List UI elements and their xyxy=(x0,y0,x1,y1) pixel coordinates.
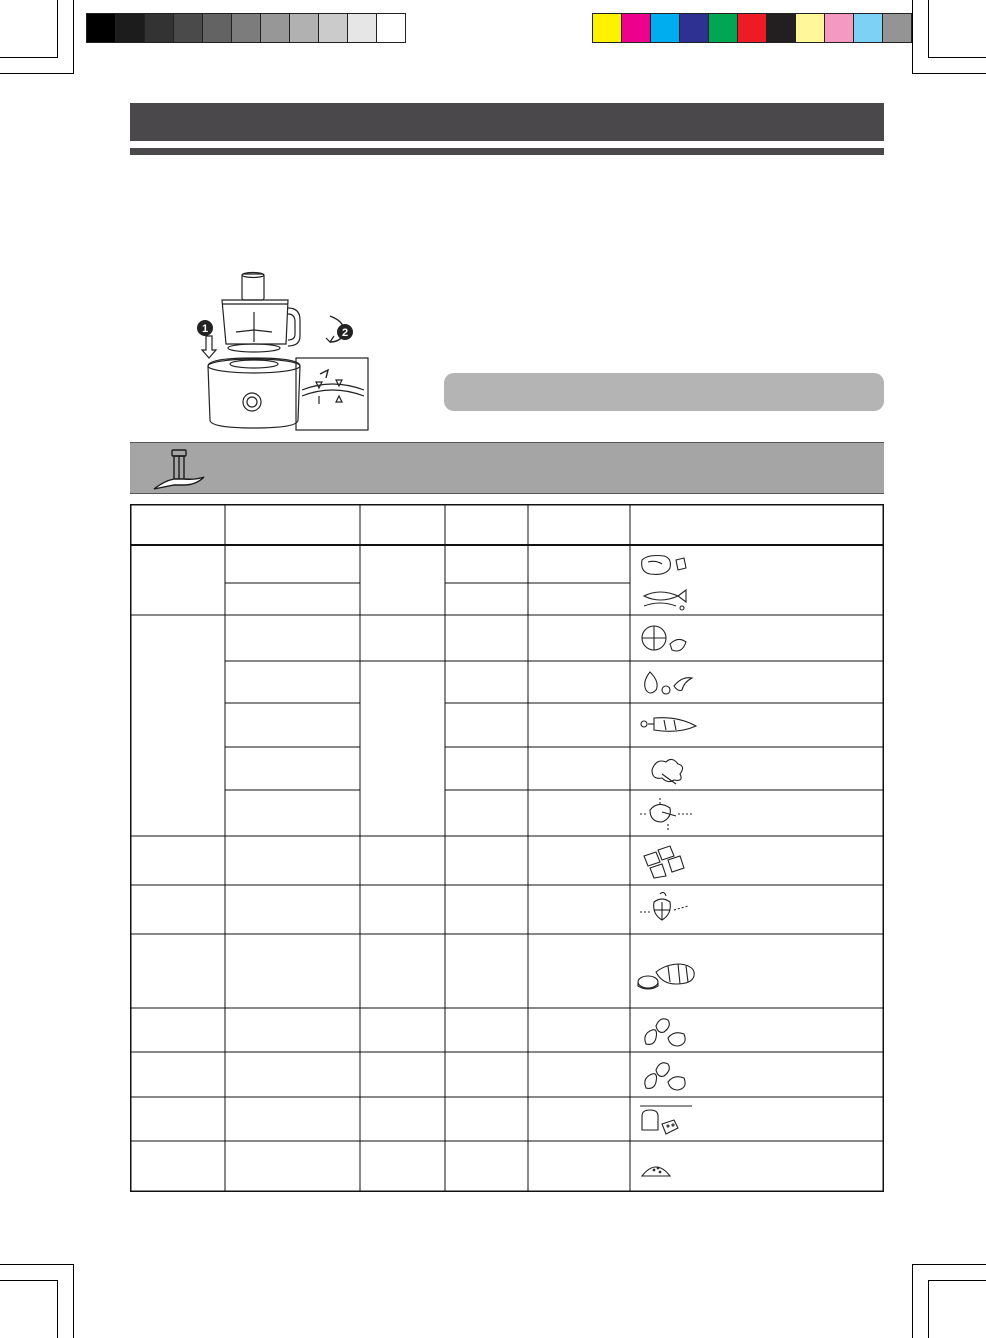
powder-icon xyxy=(638,1154,698,1180)
crop-mark-tl-v2 xyxy=(57,0,58,58)
onion-garlic-icon xyxy=(638,668,698,698)
crop-mark-bl-h2 xyxy=(0,1280,58,1281)
mushroom-icon xyxy=(638,798,698,830)
color-swatch xyxy=(593,14,622,42)
chopping-blade-icon xyxy=(150,447,206,493)
color-swatch xyxy=(796,14,825,42)
crop-mark-br-h xyxy=(912,1264,986,1265)
color-swatch xyxy=(709,14,738,42)
processing-table xyxy=(130,504,884,1192)
section-header-bar xyxy=(130,442,884,494)
crop-mark-tr-h2 xyxy=(928,57,986,58)
color-calibration-bar xyxy=(592,13,912,43)
gray-swatch xyxy=(174,14,203,42)
crop-mark-tr-v xyxy=(912,0,913,74)
color-swatch xyxy=(767,14,796,42)
gray-swatch xyxy=(319,14,348,42)
gray-swatch xyxy=(232,14,261,42)
step-marker-2-label: 2 xyxy=(341,327,349,339)
carrot-icon xyxy=(638,712,700,740)
gray-swatch xyxy=(377,14,405,42)
parsley-icon xyxy=(638,754,698,786)
food-processor-illustration xyxy=(196,270,372,434)
step-marker-1-label: 1 xyxy=(201,323,209,335)
crop-mark-tl-h xyxy=(0,73,74,74)
color-swatch xyxy=(883,14,911,42)
crop-mark-tr-h xyxy=(912,73,986,74)
gray-swatch xyxy=(261,14,290,42)
color-swatch xyxy=(825,14,854,42)
grayscale-calibration-bar xyxy=(86,13,406,43)
food-processor-assembly-icon xyxy=(196,270,372,434)
crop-mark-tl-v xyxy=(73,0,74,74)
color-swatch xyxy=(680,14,709,42)
gray-swatch xyxy=(348,14,377,42)
table-grid-lines xyxy=(130,504,884,1192)
apple-icon xyxy=(638,622,698,656)
color-swatch xyxy=(651,14,680,42)
bread-icon xyxy=(638,1104,698,1138)
crop-mark-bl-v2 xyxy=(57,1280,58,1338)
color-swatch xyxy=(854,14,883,42)
header-rule xyxy=(130,148,884,155)
sliced-vegetables-icon xyxy=(636,956,700,992)
crop-mark-tl-h2 xyxy=(0,57,58,58)
crop-mark-br-v2 xyxy=(928,1280,929,1338)
color-swatch xyxy=(738,14,767,42)
hard-vegetable-icon xyxy=(638,890,698,928)
crop-mark-tr-v2 xyxy=(928,0,929,58)
nuts-small-icon xyxy=(638,1058,698,1094)
gray-swatch xyxy=(203,14,232,42)
crop-mark-bl-h xyxy=(0,1264,74,1265)
gray-swatch xyxy=(290,14,319,42)
crop-mark-br-h2 xyxy=(928,1280,986,1281)
gray-swatch xyxy=(116,14,145,42)
meat-fish-icon xyxy=(638,552,698,580)
cheese-cubes-icon xyxy=(638,842,698,880)
nuts-icon xyxy=(638,1014,698,1050)
crop-mark-br-v xyxy=(912,1264,913,1338)
color-swatch xyxy=(622,14,651,42)
gray-swatch xyxy=(145,14,174,42)
crop-mark-bl-v xyxy=(73,1264,74,1338)
page-header-bar xyxy=(130,103,884,141)
note-banner xyxy=(444,373,884,411)
fish-icon xyxy=(638,586,698,612)
gray-swatch xyxy=(87,14,116,42)
